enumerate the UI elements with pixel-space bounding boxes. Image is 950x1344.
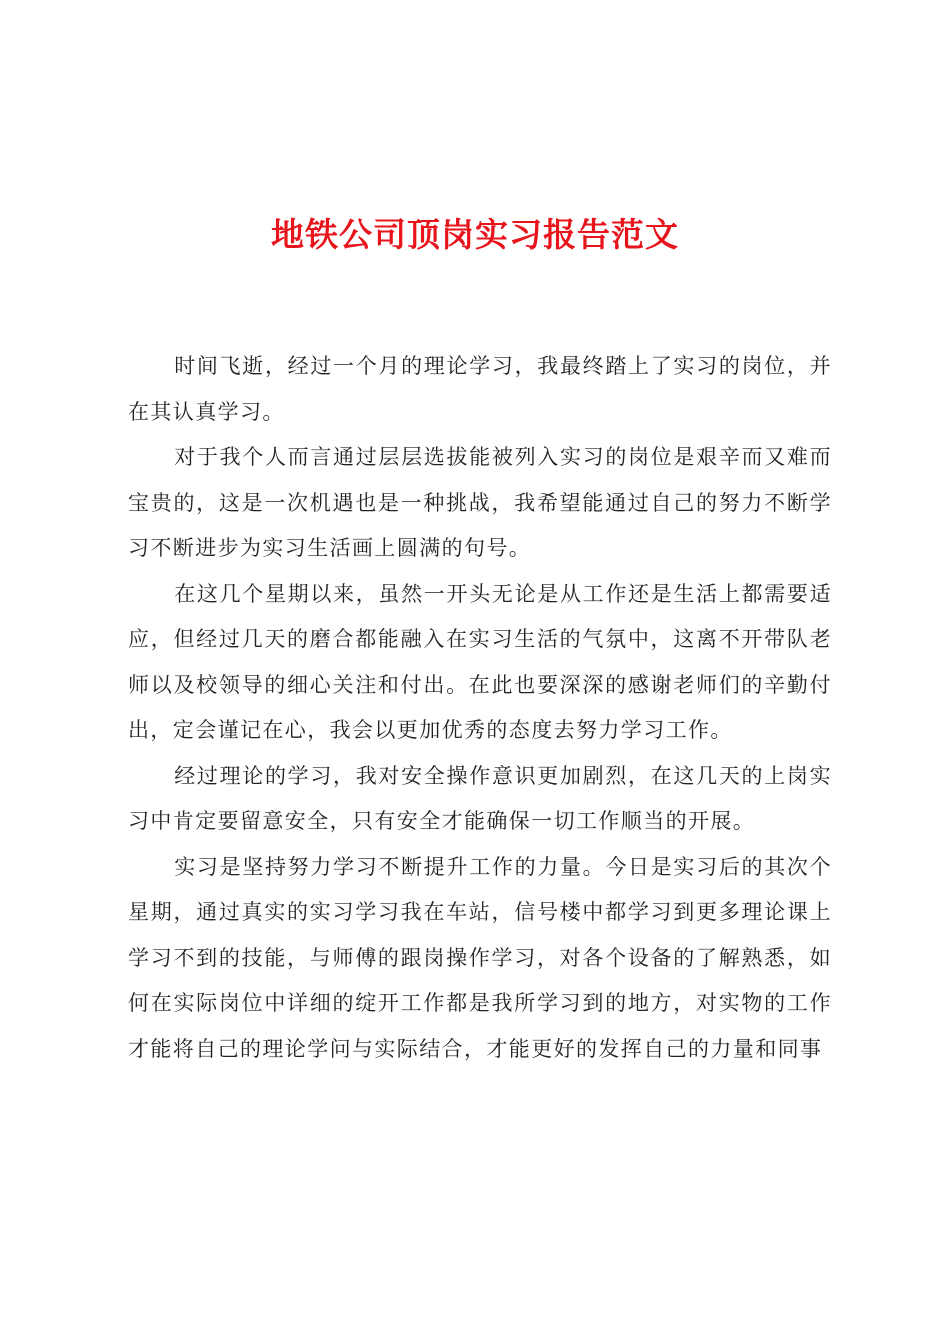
paragraph: 时间飞逝，经过一个月的理论学习，我最终踏上了实习的岗位，并在其认真学习。 <box>128 354 832 424</box>
paragraph: 实习是坚持努力学习不断提升工作的力量。今日是实习后的其次个星期，通过真实的实习学习我在车站，信号楼中都学习到更多理论课上学习不到的技能，与师傅的跟岗操作学习，对各个设备的了解熟悉，如何在实际岗位中详细的绽开工作都是我所学习到的地方，对实物的工作才能将自己的理论学问与实际结合，才能更好的发挥自己的力量和同事 <box>128 854 832 1061</box>
document-body <box>128 344 832 1072</box>
paragraph: 对于我个人而言通过层层选拔能被列入实习的岗位是艰辛而又难而宝贵的，这是一次机遇也是一种挑战，我希望能通过自己的努力不断学习不断进步为实习生活画上圆满的句号。 <box>128 445 832 560</box>
document-title: 地铁公司顶岗实习报告范文 <box>271 215 679 254</box>
paragraph: 经过理论的学习，我对安全操作意识更加剧烈，在这几天的上岗实习中肯定要留意安全，只有安全才能确保一切工作顺当的开展。 <box>128 763 832 833</box>
paragraph: 在这几个星期以来，虽然一开头无论是从工作还是生活上都需要适应，但经过几天的磨合都能融入在实习生活的气氛中，这离不开带队老师以及校领导的细心关注和付出。在此也要深深的感谢老师们的辛勤付出，定会谨记在心，我会以更加优秀的态度去努力学习工作。 <box>128 581 832 742</box>
